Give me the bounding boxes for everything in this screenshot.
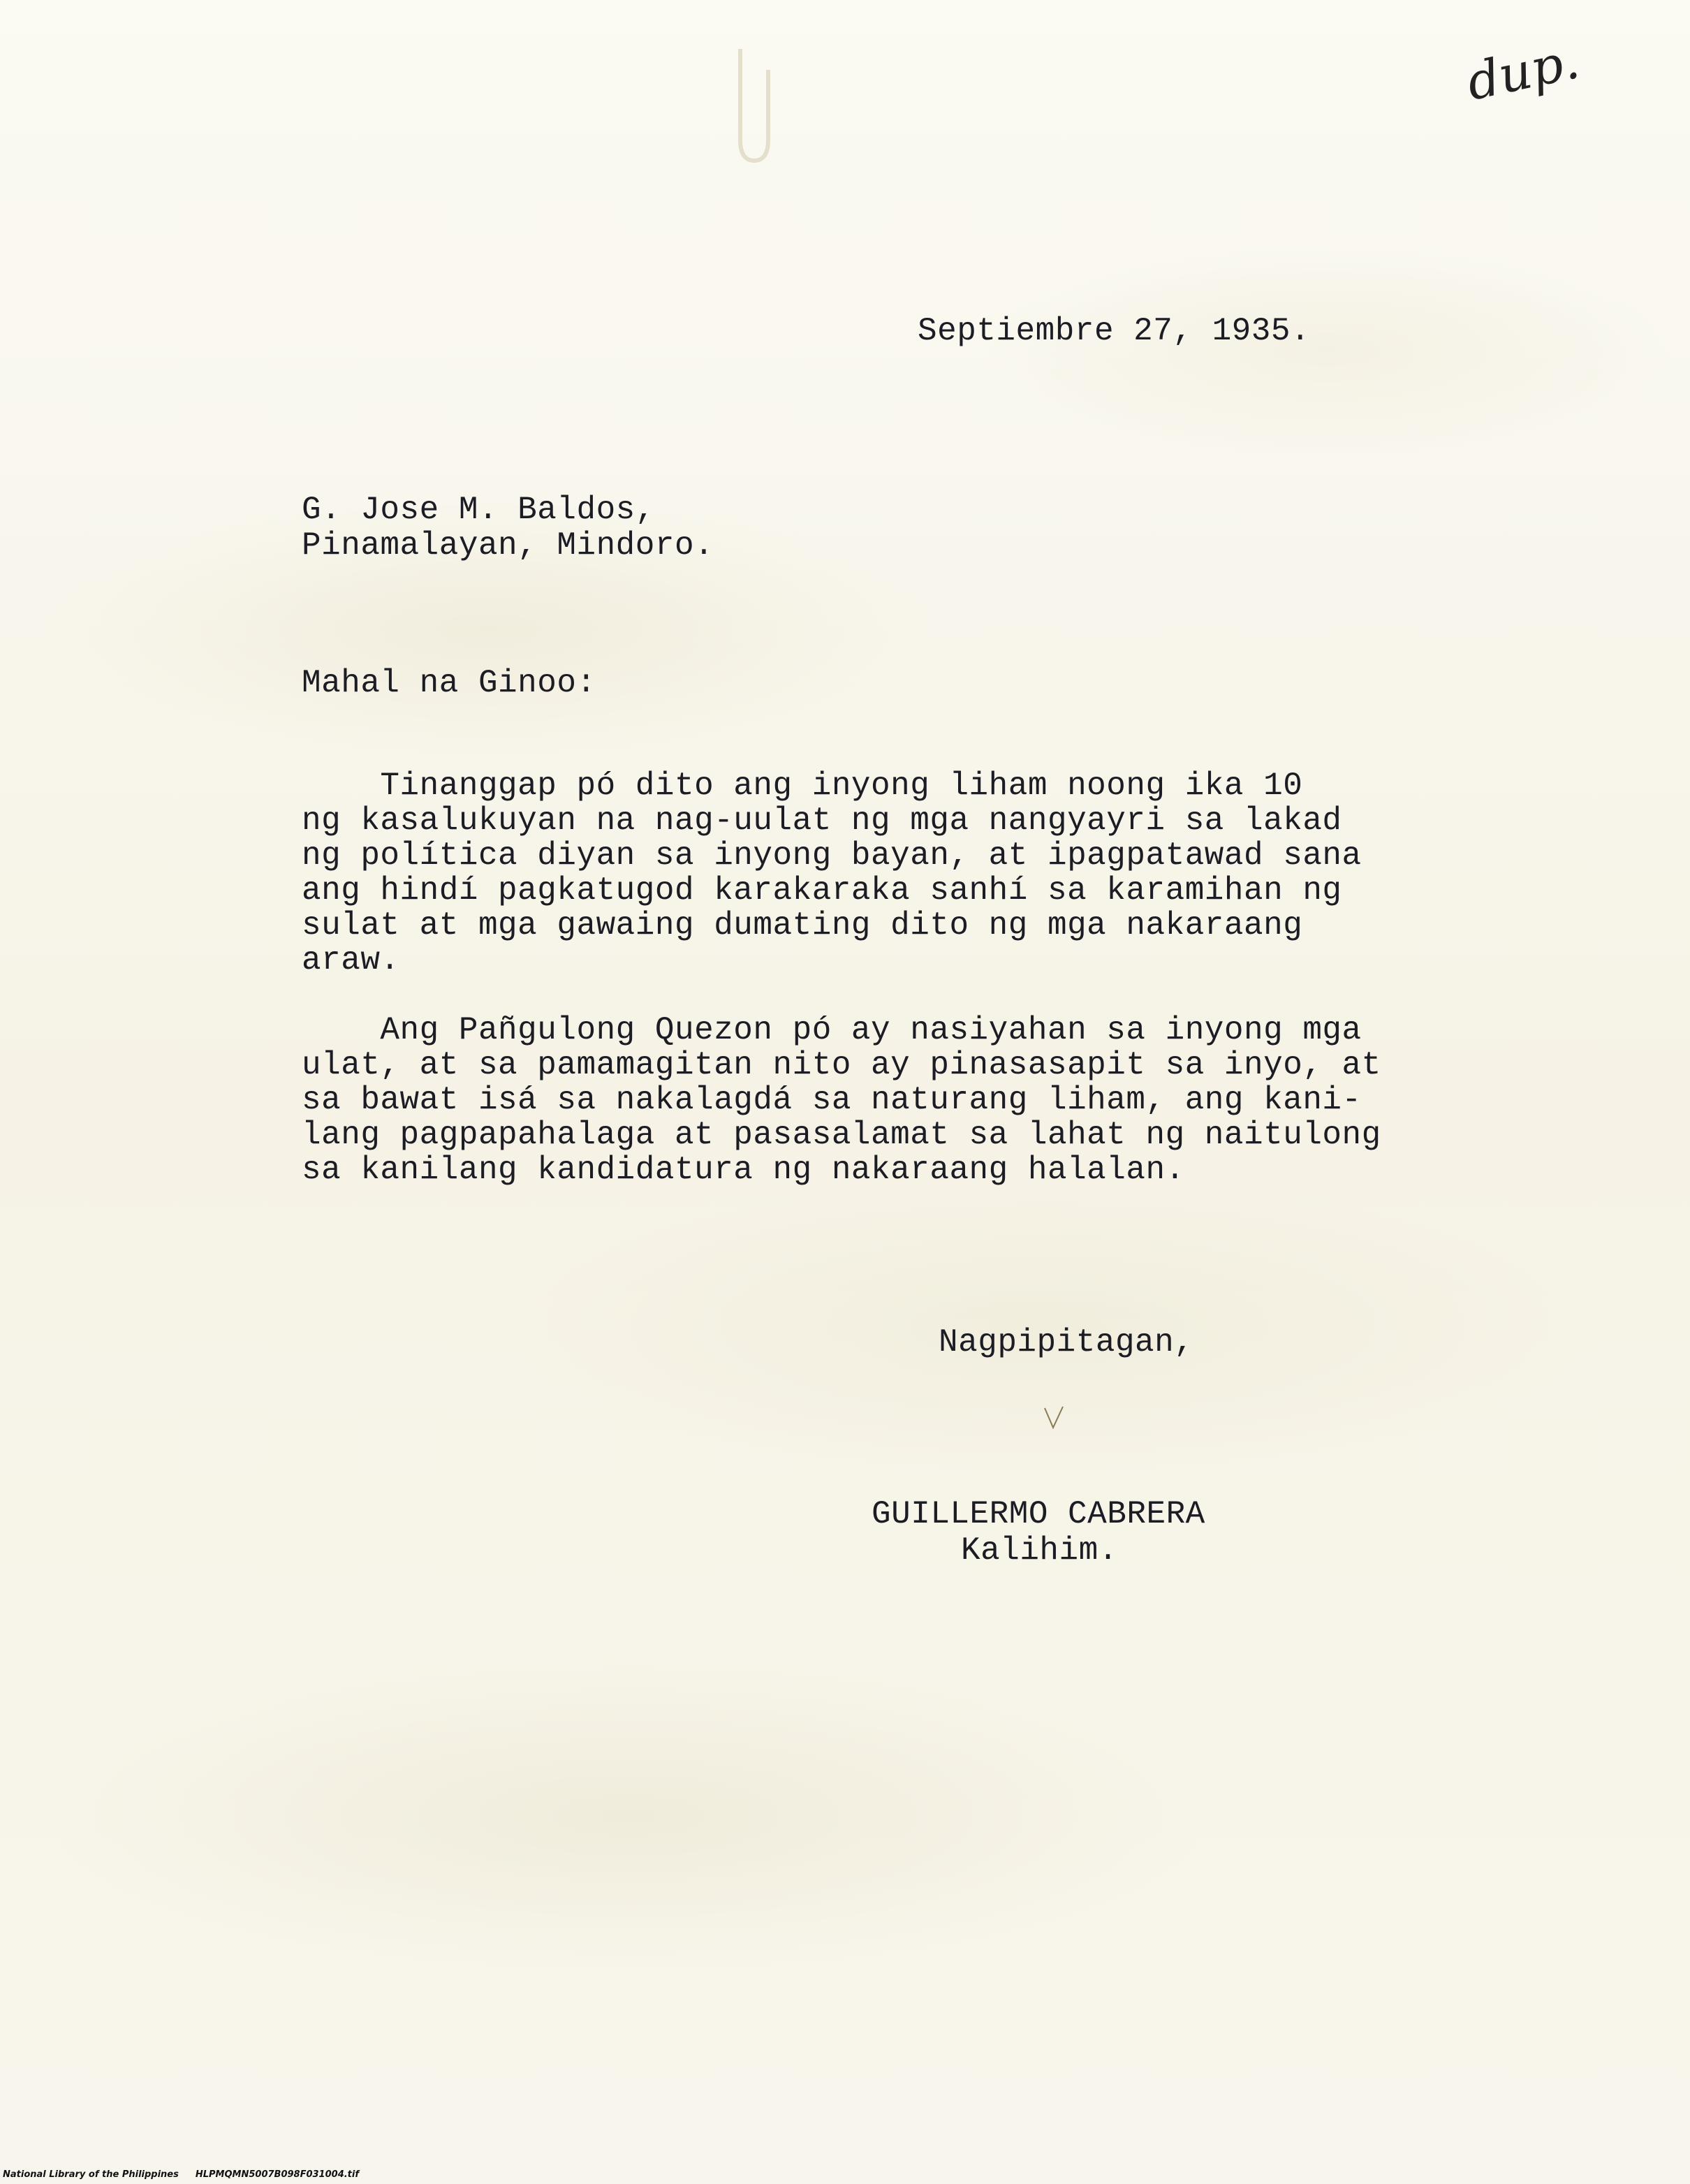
signer-name: GUILLERMO CABRERA <box>872 1496 1205 1532</box>
paragraph-line: ng política diyan sa inyong bayan, at ipagpatawad sana <box>302 837 1362 874</box>
paragraph-line: sa bawat isá sa nakalagdá sa naturang liham, ang kani- <box>302 1082 1362 1118</box>
paragraph-line: sulat at mga gawaing dumating dito ng mga nakaraang <box>302 907 1303 944</box>
recipient-address: Pinamalayan, Mindoro. <box>302 527 714 564</box>
salutation: Mahal na Ginoo: <box>302 665 596 701</box>
archive-name: National Library of the Philippines <box>3 2169 179 2180</box>
recipient-name: G. Jose M. Baldos, <box>302 492 655 528</box>
check-mark-icon <box>1041 1404 1068 1432</box>
paragraph-line: ng kasalukuyan na nag-uulat ng mga nangyayri sa lakad <box>302 802 1342 839</box>
paragraph-line: ulat, at sa pamamagitan nito ay pinasasapit sa inyo, at <box>302 1047 1381 1083</box>
handwritten-note: dup. <box>1462 31 1585 112</box>
paragraph-line: lang pagpapahalaga at pasasalamat sa lahat ng naitulong <box>302 1117 1381 1153</box>
body-paragraph-1 <box>302 768 1362 978</box>
paragraph-line: sa kanilang kandidatura ng nakaraang halalan. <box>302 1152 1185 1188</box>
signer-title: Kalihim. <box>961 1532 1118 1569</box>
paperclip-mark-icon <box>726 42 782 168</box>
file-id: HLPMQMN5007B098F031004.tif <box>195 2169 359 2180</box>
archive-footer <box>3 2169 359 2180</box>
paragraph-line: Ang Pañgulong Quezon pó ay nasiyahan sa inyong mga <box>302 1012 1362 1048</box>
body-paragraph-2 <box>302 1013 1381 1187</box>
paragraph-line: Tinanggap pó dito ang inyong liham noong ika 10 <box>302 768 1303 804</box>
letter-date: Septiembre 27, 1935. <box>918 313 1311 349</box>
paragraph-line: araw. <box>302 942 400 979</box>
closing: Nagpipitagan, <box>939 1324 1194 1361</box>
paragraph-line: ang hindí pagkatugod karakaraka sanhí sa karamihan ng <box>302 872 1342 909</box>
